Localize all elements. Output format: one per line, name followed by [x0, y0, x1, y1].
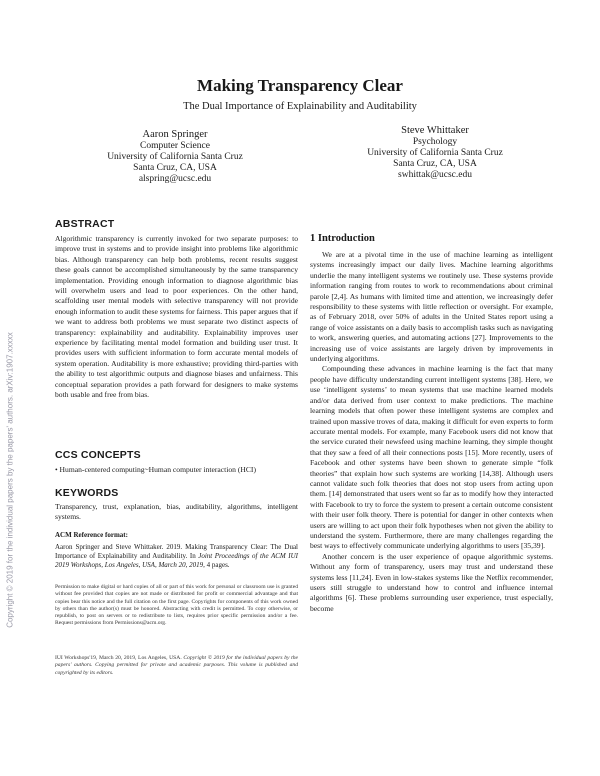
reference-text-a: Aaron Springer and Steve Whittaker. 2019. Making Transparency Clear: The Dual Importance of Explainability and Auditability. In — [55, 543, 298, 561]
abstract-text — [55, 234, 298, 401]
author-location: Santa Cruz, CA, USA — [393, 159, 477, 169]
arxiv-sidebar — [3, 330, 17, 630]
keywords-text: Transparency, trust, explanation, bias, auditability, algorithms, intelligent systems. — [55, 502, 298, 522]
paper-title: Making Transparency Clear — [197, 76, 403, 95]
copyright-venue: IUI Workshops'19, March 20, 2019, Los Angeles, USA. — [55, 655, 184, 661]
intro-paragraph-3: Another concern is the user experience of opaque algorithmic systems. Without any form of transparency, users may trust and understand these systems less [11,24]. Even in low-stakes systems like the Netflix recommender, users still struggle to understand how to control and influence internal algorithms [6]. These problems surrounding user experience, trust especially, become — [310, 551, 553, 613]
author-location: Santa Cruz, CA, USA — [133, 163, 217, 173]
author-name: Aaron Springer — [142, 129, 208, 140]
section-heading-introduction: 1 Introduction — [310, 233, 375, 244]
copyright-statement: Copyright © 2019 for the individual papers by the papers' authors. Copying permitted for private and academic purposes. This volume is published and copyrighted by its editors. — [55, 655, 298, 676]
author-org: University of California Santa Cruz — [367, 148, 503, 158]
intro-paragraph-2: Compounding these advances in machine learning is the fact that many people have difficulty understanding current intelligent systems [38]. Here, we use ‘intelligent systems’ to mean systems that use machine learned models and/or data derived from user context to make predictions. The machine learning models that often power these intelligent systems are complex and trained upon massive troves of data, making it difficult for even experts to form accurate mental models. For example, many Facebook users did not know that the service curated their newsfeed using machine learning, they simple thought that they saw a feed of all their connections posts [15]. More recently, users of Facebook and other systems have been shown to generate simple “folk theories” that explain how such systems are working [14,38]. Although users cannot validate such folk theories that does not stop users from acting upon them. [14] demonstrated that users went so far as to modify how they interacted with Facebook to try to force the system to present a certain outcome consistent with their user folk theory. There is potential for danger in other contexts when users are willing to act upon their folk hypotheses when not given the ability to understand the system. Furthermore, there are many challenges regarding the best ways to effectively communicate underlying algorithms to users [35,39]. — [310, 364, 553, 551]
ccs-heading: CCS CONCEPTS — [55, 449, 141, 461]
author-email: swhittak@ucsc.edu — [398, 170, 472, 180]
reference-format-heading: ACM Reference format: — [55, 531, 128, 539]
abstract-heading: ABSTRACT — [55, 218, 115, 230]
intro-paragraph-1: We are at a pivotal time in the use of machine learning as intelligent systems increasingly impact our daily lives. Machine learning algorithms underlie the many intelligent systems we routinely use. These systems provide information ranging from routes to work to recommendations about criminal parole [2,4]. As humans with limited time and attention, we increasingly defer responsibility to these systems with little reflection or oversight. For example, as of February 2018, over 50% of adults in the United States report using a range of voice assistants on a daily basis to accomplish tasks such as navigating to work, answering queries, and automating actions [27]. Improvements to the increasing use of voice assistants are largely driven by improvements in underlying algorithms. — [310, 250, 553, 364]
ccs-text: • Human-centered computing~Human computer interaction (HCI) — [55, 465, 256, 474]
keywords-heading: KEYWORDS — [55, 487, 119, 499]
author-name: Steve Whittaker — [401, 125, 469, 136]
author-block-2 — [355, 124, 515, 181]
reference-text-b: , 4 pages. — [203, 561, 230, 570]
abstract-paragraph: Algorithmic transparency is currently invoked for two separate purposes: to improve trust in systems and to provide insight into problems like algorithmic bias. Although transparency can help both problems, recent results suggest these goals cannot be accomplished simultaneously by the same transparency implementation. Providing enough information to diagnose algorithmic bias will overwhelm users and lead to poor experiences. On the other hand, scaffolding user mental models with selective transparency will not provide enough information to audit these systems for fairness. This paper argues that if we want to address both problems we must separate two distinct aspects of transparency: explainability and auditability. Explainability improves user experience by facilitating mental model formation and building user trust. It provides users with sufficient information to form accurate mental models of system operation. Auditability is more exhaustive; providing third-parties with the ability to test algorithmic outputs and diagnose biases and unfairness. This conceptual separation provides a path forward for designers to make systems both usable and free from bias. — [55, 234, 298, 400]
paper-subtitle: The Dual Importance of Explainability and Auditability — [183, 101, 417, 112]
copyright-notice — [55, 655, 298, 677]
permission-notice: Permission to make digital or hard copies of all or part of this work for personal or classroom use is granted without fee provided that copies are not made or distributed for profit or commercial advantage and that copies bear this notice and the full citation on the first page. Copyrights for components of this work owned by others than the author(s) must be honored. Abstracting with credit is permitted. To copy otherwise, or republish, to post on servers or to redistribute to lists, requires prior specific permission and/or a fee. Request permissions from Permissions@acm.org. — [55, 584, 298, 627]
author-org: University of California Santa Cruz — [107, 152, 243, 162]
sidebar-text: Copyright © 2019 for the individual papers by the papers' authors. arXiv:1907.xxxxx — [5, 332, 15, 628]
author-dept: Psychology — [412, 137, 458, 147]
reference-format-text — [55, 543, 298, 571]
author-block-1 — [95, 128, 255, 185]
introduction-body — [310, 250, 553, 614]
author-email: alspring@ucsc.edu — [138, 174, 212, 184]
reference-venue: Joint Proceedings of the ACM IUI 2019 Workshops, Los Angeles, USA, March 20, 2019 — [55, 552, 299, 570]
author-dept: Computer Science — [140, 141, 210, 151]
